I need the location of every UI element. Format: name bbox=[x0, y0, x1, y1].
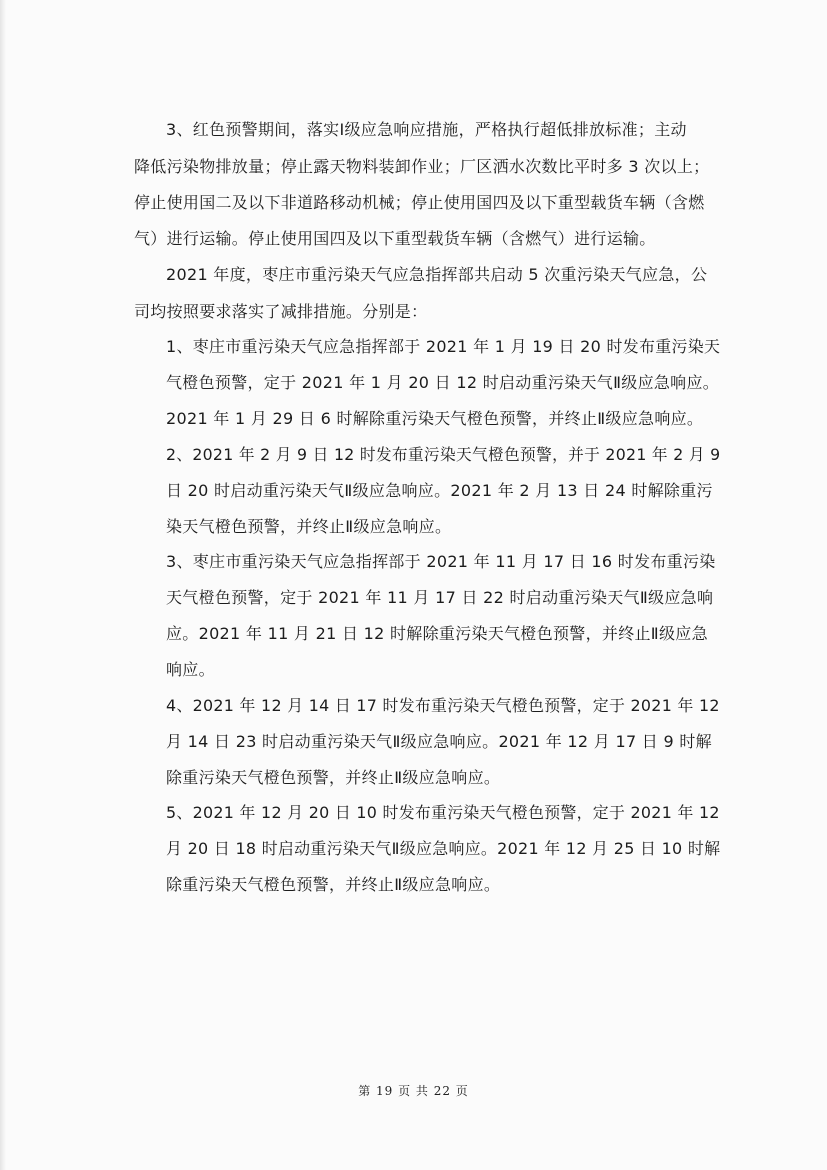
text-line: 停止使用国二及以下非道路移动机械；停止使用国四及以下重型载货车辆（含燃 bbox=[134, 193, 705, 212]
text-line: 响应。 bbox=[166, 660, 215, 679]
text-line: 月 14 日 23 时启动重污染天气Ⅱ级应急响应。2021 年 12 月 17 日 9 时解 bbox=[166, 732, 712, 751]
page-edge-shadow bbox=[0, 0, 6, 1170]
text-line: 5、2021 年 12 月 20 日 10 时发布重污染天气橙色预警，定于 2021 年 12 bbox=[166, 803, 720, 822]
text-line: 2021 年 1 月 29 日 6 时解除重污染天气橙色预警，并终止Ⅱ级应急响应。 bbox=[166, 409, 704, 428]
text-line: 月 20 日 18 时启动重污染天气Ⅱ级应急响应。2021 年 12 月 25 日 10 时解 bbox=[166, 839, 721, 858]
text-line: 天气橙色预警，定于 2021 年 11 月 17 日 22 时启动重污染天气Ⅱ级应急响 bbox=[166, 588, 714, 607]
text-line: 除重污染天气橙色预警，并终止Ⅱ级应急响应。 bbox=[166, 768, 501, 787]
text-line: 1、枣庄市重污染天气应急指挥部于 2021 年 1 月 19 日 20 时发布重污染天 bbox=[166, 337, 721, 356]
text-line: 3、枣庄市重污染天气应急指挥部于 2021 年 11 月 17 日 16 时发布重污染 bbox=[166, 552, 716, 571]
text-line: 除重污染天气橙色预警，并终止Ⅱ级应急响应。 bbox=[166, 875, 501, 894]
text-line: 降低污染物排放量；停止露天物料装卸作业；厂区洒水次数比平时多 3 次以上； bbox=[134, 157, 710, 176]
page-number-footer: 第 19 页 共 22 页 bbox=[358, 1084, 469, 1098]
text-line: 3、红色预警期间，落实Ⅰ级应急响应措施，严格执行超低排放标准；主动 bbox=[166, 120, 687, 139]
text-line: 应。2021 年 11 月 21 日 12 时解除重污染天气橙色预警，并终止Ⅱ级应急 bbox=[166, 624, 708, 643]
text-line: 2021 年度，枣庄市重污染天气应急指挥部共启动 5 次重污染天气应急，公 bbox=[166, 265, 708, 284]
text-line: 染天气橙色预警，并终止Ⅱ级应急响应。 bbox=[166, 517, 452, 536]
text-line: 气橙色预警，定于 2021 年 1 月 20 日 12 时启动重污染天气Ⅱ级应急响应。 bbox=[166, 373, 720, 392]
text-line: 2、2021 年 2 月 9 日 12 时发布重污染天气橙色预警，并于 2021 年 2 月 9 bbox=[166, 445, 721, 464]
text-line: 4、2021 年 12 月 14 日 17 时发布重污染天气橙色预警，定于 2021 年 12 bbox=[166, 696, 720, 715]
text-line: 气）进行运输。停止使用国四及以下重型载货车辆（含燃气）进行运输。 bbox=[134, 229, 656, 248]
text-line: 日 20 时启动重污染天气Ⅱ级应急响应。2021 年 2 月 13 日 24 时解除重污 bbox=[166, 481, 713, 500]
text-line: 司均按照要求落实了减排措施。分别是： bbox=[134, 302, 428, 321]
